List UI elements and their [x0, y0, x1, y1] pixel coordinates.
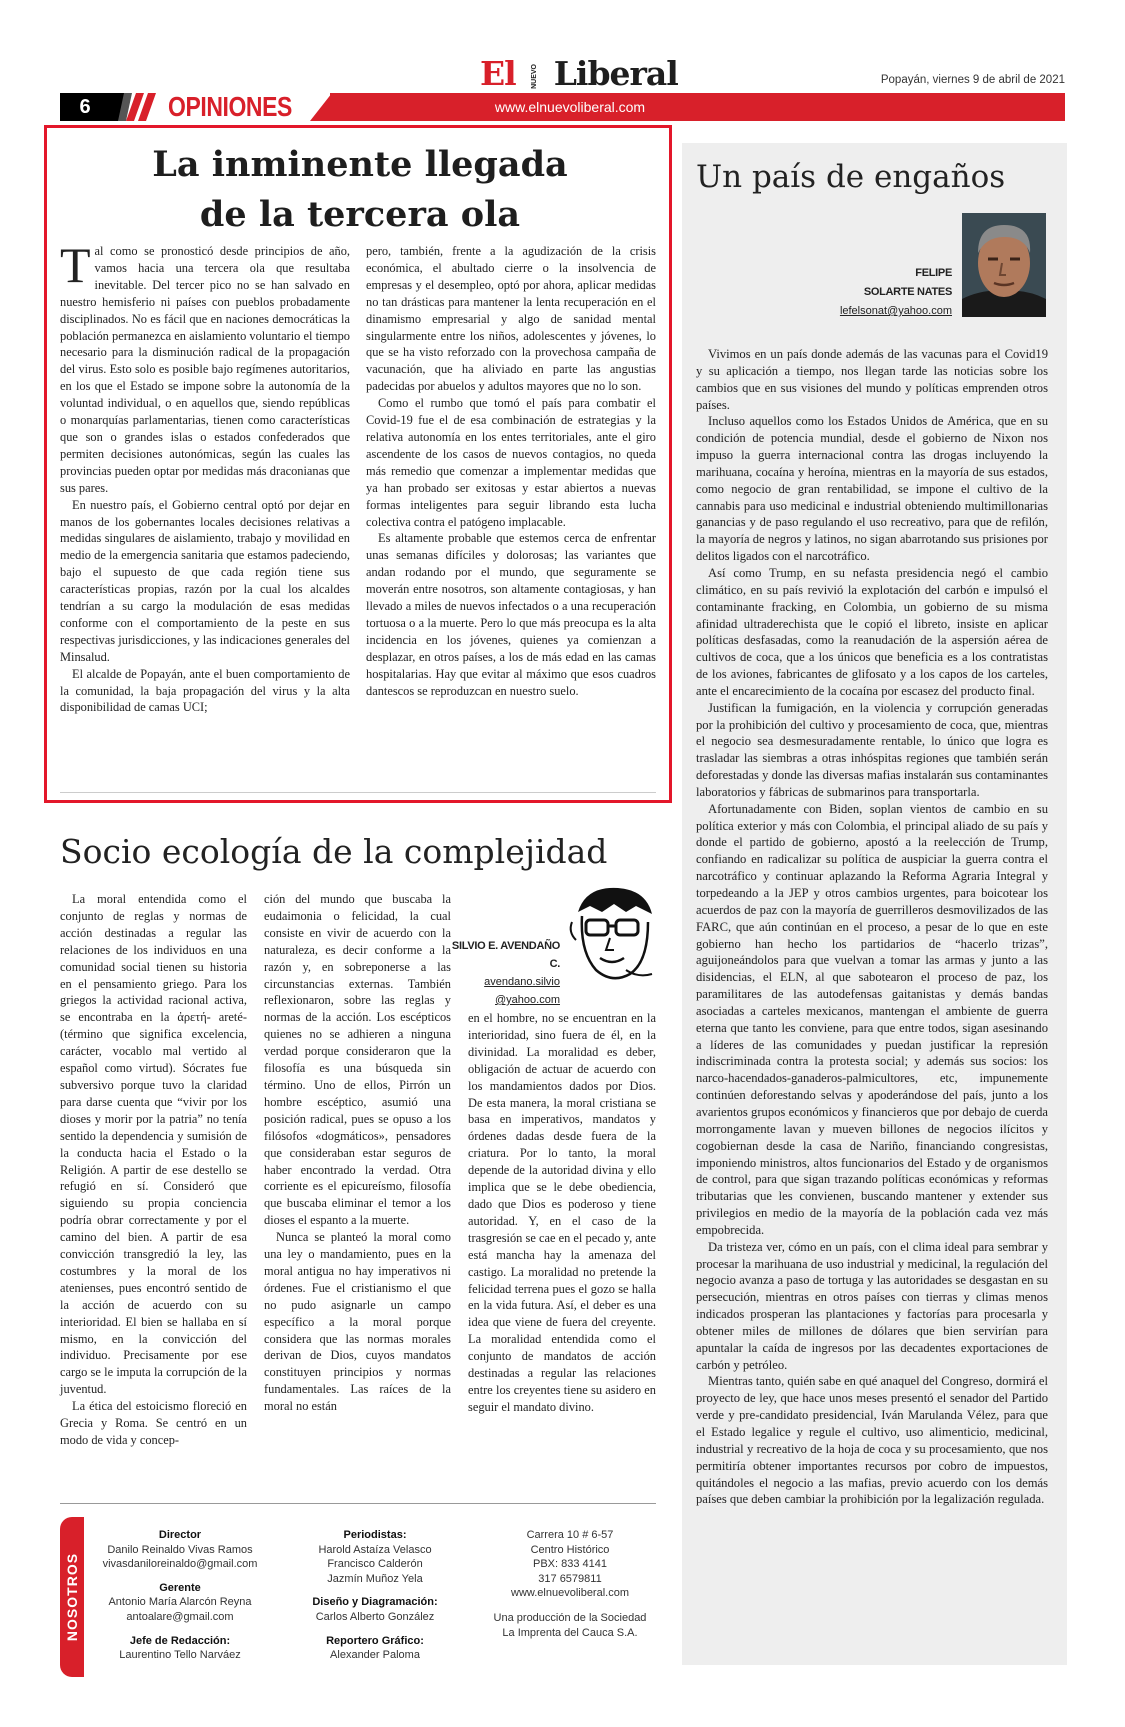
website-link[interactable]: www.elnuevoliberal.com — [494, 99, 646, 115]
staff-column-1 — [95, 1528, 265, 1663]
article-2-column-3 — [468, 1010, 656, 1416]
article-1-column-1 — [60, 237, 350, 716]
staff-name: Harold Astaíza Velasco — [318, 1543, 432, 1556]
staff-heading: Gerente — [159, 1581, 201, 1594]
author-photo — [962, 213, 1046, 317]
staff-name: Laurentino Tello Narváez — [119, 1649, 241, 1662]
article-2-byline — [440, 937, 560, 1009]
dateline: Popayán, viernes 9 de abril de 2021 — [880, 74, 1065, 86]
article-3-paragraph: Afortunadamente con Biden, soplan vientos de cambio en su política exterior y más con Colombia, el principal aliado de su país y donde el partido de gobierno, apostó a la reelección de Trump, confiando en radicalizar su política de auspiciar la guerra contra el narcotráfico y continuar aplazando la Reforma Agraria Integral y torpedeando a la JEP y otros cambios urgentes, para boicotear los acuerdos de paz con la mayoría de guerrilleros desmovilizados de las FARC, que aún continúan en el proceso, a pesar de lo que en este gobierno han hecho los partidarios de “hacerlo trizas”, aguijoneándolos para que vuelvan a tomar las armas y junto a las disidencias, el ELN, al que sabotearon el proceso de paz, los paramilitares de las autodefensas gaitanistas y demás bandas asociadas a carteles mexicanos, mantengan el ambiente de guerra eterna que tanto les conviene, para que entre todos, sigan asesinando a líderes de las comunidades y puedan justificar la represión indiscriminada contra la protesta social; y además sus socios: los narco-hacendados-ganaderos-palmicultores, etc, impunemente continúen deforestando selvas y apoderándose del país, junto a los avarientos grupos económicos y financieros que por debajo de cuerda morrongamente lavan y mueven billones de negocios ilícitos y cogobiernan desde la casa de Nariño, financiando congresistas, imponiendo ministros, altos funcionarios del Estado y de organismos de control, para que sigan trazando políticas económicas y reformas tributarias que les convienen, buscando mantener y extender sus privilegios en medio de la mayoría de la población cada vez más empobrecida. — [696, 801, 1048, 1237]
author-email[interactable]: lefelsonat@yahoo.com — [839, 305, 952, 317]
staff-heading: Director — [158, 1529, 202, 1541]
staff-name: Danilo Reinaldo Vivas Ramos — [107, 1543, 253, 1556]
staff-tab-label: NOSOTROS — [64, 1552, 80, 1642]
newspaper-logo: El NUEVO Liberal — [480, 54, 678, 93]
article-3-paragraph: Vivimos en un país donde además de las vacunas para el Covid19 y su aplicación a tiempo, nos llegan tarde las noticias sobre los cambios que en sus visiones del mundo y políticas emprenden otros países. — [696, 347, 1048, 412]
phone-mobile: 317 6579811 — [538, 1572, 602, 1585]
section-title: OPINIONES — [168, 91, 292, 122]
address-line: Centro Histórico — [530, 1543, 610, 1556]
staff-email[interactable]: antoalare@gmail.com — [126, 1610, 234, 1623]
author-last-name: SOLARTE NATES — [863, 286, 952, 298]
article-1-title-line-2: de la tercera ola — [199, 194, 521, 235]
phone-pbx: PBX: 833 4141 — [532, 1558, 607, 1571]
article-1-column-2 — [366, 243, 656, 699]
staff-column-3 — [490, 1528, 650, 1640]
divider — [60, 1503, 656, 1504]
article-2-column-2 — [264, 891, 451, 1415]
article-2-paragraph: La moral entendida como el conjunto de reglas y normas de acción destinadas a regular las relaciones de los individuos en una comunidad social tienen su historia en el pensamiento griego. Para los griegos la actividad racional activa, se encontraba en la ἀρετή- areté- (término que significa excelencia, carácter, vocablo mal vertido al español como virtud). Sócrates fue subversivo porque tuvo la claridad para darse cuenta que “vivir por los dioses y morir por la patria” no tenía sentido la dependencia y sumisión de la conducta hacia el Estado o la Religión. A partir de ese destello se refugió en sí. Consideró que siguiendo su propia conciencia podría obrar correctamente y por el camino del bien. A partir de esa convicción transgredió la ley, las costumbres y la moral de los atenienses, pues encontró sentido de la acción de acuerdo con su interioridad. El bien se hallaba en sí mismo, en la convicción del individuo. Precisamente por ese cargo se le imputa la corrupción de la juventud. — [60, 892, 247, 1397]
article-1-title-line-1: La inminente llegada — [152, 144, 568, 185]
article-1-paragraph: En nuestro país, el Gobierno central optó por dejar en manos de los gobernantes locales decisiones relativas a medidas singulares de aislamiento, trabajo y movilidad en medio de la emergencia sanitaria que estamos padeciendo, bajo el supuesto de que cada región tiene sus características propias, razón por la cual los alcaldes tendrían a su cargo la modulación de esas medidas conforme con el comportamiento de la peste en sus respectivas jurisdicciones, y las indicaciones generales del Minsalud. — [60, 497, 350, 664]
article-1-paragraph: pero, también, frente a la agudización de la crisis económica, el abultado cierre o la insolvencia de empresas y el desempleo, optó por ahora, aplicar medidas no tan drásticas para mantener la lenta recuperación en el dinamismo empresarial y algo de sanidad mental singularmente entre los niños, adolescentes y jóvenes, lo que se ha visto reforzado con la provechosa campaña de vacunación, que ha aliviado en parte las angustias padecidas por abuelos y adultos mayores que no lo son. — [366, 244, 656, 394]
staff-heading: Jefe de Redacción: — [129, 1634, 231, 1647]
article-2-paragraph: en el hombre, no se encuentran en la interioridad, sino fuera de él, en la divinidad. La moralidad es deber, obligación de actuar de acuerdo con los mandamientos dados por Dios. De esta manera, la moral cristiana se basa en imperativos, mandatos y órdenes dadas desde fuera de la criatura. Por lo tanto, la moral depende de la autoridad divina y ello implica que se le debe obediencia, dado que Dios es poderoso y tiene autoridad. Y, en el caso de la trasgresión se cae en el pecado y, ante está mancha hay la amenaza del castigo. La moralidad no pretende la felicidad terrena pues el gozo se halla en la vida futura. Así, el deber es una idea que viene de fuera del creyente. La moralidad entendida como el conjunto de mandatos de acción destinadas a regular las relaciones entre los creyentes tiene su asidero en seguir el mandato divino. — [468, 1011, 656, 1414]
production-credit: Una producción de la Sociedad — [493, 1611, 647, 1624]
author-first-name: FELIPE — [915, 267, 952, 279]
staff-heading: Reportero Gráfico: — [326, 1634, 424, 1647]
production-credit: La Imprenta del Cauca S.A. — [502, 1626, 638, 1639]
article-2-title: Socio ecología de la complejidad — [60, 832, 608, 871]
article-2-paragraph: ción del mundo que buscaba la eudaimonia o felicidad, la cual consiste en vivir de acuerdo con la naturaleza, es decir conforme a la razón y, en sobreponerse a las circunstancias externas. También reflexionaron, sobre las reglas y normas de la acción. Los escépticos quienes no se adhieren a ninguna verdad porque consideraron que la filosofía es una búsqueda sin término. Uno de ellos, Pirrón un hombre escéptico, asumió una posición radical, pues se opuso a los filósofos «dogmáticos», pensadores que consideraban estar seguros de haber encontrado la verdad. Otra corriente es el epicureísmo, filosofía que buscaba eliminar el temor a los dioses el espanto a la muerte. — [264, 892, 451, 1228]
staff-email[interactable]: vivasdaniloreinaldo@gmail.com — [102, 1558, 258, 1571]
section-bar-edge — [310, 93, 332, 121]
article-1-title — [80, 140, 640, 240]
article-3-title: Un país de engaños — [696, 159, 1006, 195]
page-number: 6 — [79, 96, 91, 118]
staff-name: Alexander Paloma — [330, 1649, 420, 1662]
staff-heading: Diseño y Diagramación: — [312, 1596, 438, 1609]
article-3-paragraph: Mientras tanto, quién sabe en qué anaquel del Congreso, dormirá el proyecto de ley, que hace unos meses presentó el senador del Partido verde y pre-candidato presidencial, Iván Marulanda Vélez, para que el Estado legalice y regule el cultivo, uso alimenticio, medicinal, industrial y recreativo de la hoja de coca y su procesamiento, que nos permitiría obtener importantes recursos por cobro de impuestos, quitándoles el negocio a las mafias, previo acuerdo con los demás países que deben cambiar la prohibición por la legalización regulada. — [696, 1374, 1048, 1507]
author-name: SILVIO E. AVENDAÑO C. — [451, 940, 560, 970]
article-2-column-1 — [60, 891, 247, 1449]
author-email[interactable]: avendano.silvio — [484, 976, 560, 988]
divider — [60, 792, 656, 793]
article-2-paragraph: La ética del estoicismo floreció en Grecia y Roma. Se centró en un modo de vida y concep- — [60, 1399, 247, 1447]
author-caricature — [566, 882, 658, 988]
staff-name: Francisco Calderón — [327, 1558, 423, 1571]
article-3-paragraph: Da tristeza ver, cómo en un país, con el clima ideal para sembrar y procesar la marihuana de uso industrial y medicinal, la regulación del negocio avanza a paso de tortuga y las autoridades se desgastan en su persecución, mientras en otros países con tierras y climas menos indicados prosperan las plantaciones y factorías para procesarla y obtener miles de millones de dólares que bien servirían para apuntalar la caída de ingresos por las decadentes exportaciones de carbón y petróleo. — [696, 1239, 1048, 1372]
article-1-paragraph: Tal como se pronosticó desde principios de año, vamos hacia una tercera ola que resultaba inevitable. Del tercer pico no se han salvado en nuestro hemisferio ni países con pueblos probadamente disciplinados. No es fácil que en naciones democráticas la población permanezca en aislamiento voluntario el tiempo necesario para la disminución radical de la propagación del virus. Esto solo es posible bajo regímenes autoritarios, en los que el Estado se impone sobre la autonomía de la voluntad individual, o en aquellos que, siendo repúblicas o monarquías parlamentarias, tienen como características que son o grandes islas o estados confederados que permiten decisiones autonómicas, según las cuales las provincias pueden optar por medidas más draconianas que sus pares. — [60, 237, 350, 495]
staff-name: Antonio María Alarcón Reyna — [108, 1596, 252, 1609]
website-link[interactable]: www.elnuevoliberal.com — [511, 1587, 629, 1600]
staff-column-2 — [290, 1528, 460, 1663]
article-3-paragraph: Así como Trump, en su nefasta presidencia negó el cambio climático, en su país revivió la explotación del carbón e impulsó el contaminante fracking, en Colombia, un gobierno de su misma afinidad ultraderechista que le copió el libreto, insiste en aplicar políticas desfasadas, como la reanudación de la aspersión aérea de cultivos de coca, que a los únicos que beneficia es a los contratistas de los aviones, fabricantes de glifosato y a los capos de los carteles, ante el encarecimiento de la cocaína por escasez del producto final. — [696, 565, 1048, 698]
staff-name: Jazmín Muñoz Yela — [327, 1572, 423, 1585]
article-1-paragraph: Como el rumbo que tomó el país para combatir el Covid-19 fue el de esa combinación de estrategias y la relativa autonomía en los entes territoriales, ante el giro ascendente de los casos de nuevos contagios, no queda más remedio que comenzar a implementar medidas que ya han probado ser exitosas y estar abiertos a nuevas formas inteligentes para seguir librando esta lucha colectiva contra el patógeno implacable. — [366, 396, 656, 529]
stripes-icon — [118, 93, 166, 121]
staff-heading: Periodistas: — [343, 1529, 407, 1541]
article-3-body — [696, 346, 1048, 1508]
article-1-paragraph: Es altamente probable que estemos cerca de enfrentar unas semanas difíciles y dolorosas; las variantes que andan rodando por el mundo, que seguramente se moverán entre nosotros, son altamente contagiosas, y han llevado a miles de nuevos infectados o a una recuperación tortuosa o a la muerte. Pero lo que más preocupa es la alta incidencia en los jóvenes, quienes ya comienzan a desplazar, en otros países, a los de más edad en las camas hospitalarias. Hay que evitar al máximo que esos cuadros dantescos se reproduzcan en nuestro suelo. — [366, 531, 656, 698]
article-1-paragraph: El alcalde de Popayán, ante el buen comportamiento de la comunidad, la baja propagación del virus y la alta disponibilidad de camas UCI; — [60, 666, 350, 715]
drop-cap: T — [60, 237, 91, 293]
article-3-paragraph: Justifican la fumigación, en la violencia y corrupción generadas por la prohibición del cultivo y procesamiento de coca, que, mientras el negocio sea desmesuradamente rentable, lo único que logra es trasladar las siembras a otras inhóspitas regiones que también serán deforestadas y donde las diversas mafias instalarán sus contaminantes laboratorios y fábricas de submarinos para transportarla. — [696, 700, 1048, 799]
address-line: Carrera 10 # 6-57 — [526, 1529, 614, 1541]
article-3-paragraph: Incluso aquellos como los Estados Unidos de América, que en su condición de potencia mundial, desde el gobierno de Nixon nos impuso la guerra internacional contra las drogas incluyendo la marihuana, cocaína y heroína, mientras en la mayoría de sus estados, como negocio de gran rentabilidad, se impone el cultivo de la cannabis para uso medicinal e industrial obteniendo multimillonarias ganancias y de paso regulando el uso recreativo, para que de refilón, la mayoría de negros y latinos, no sigan abarrotando sus prisiones por delitos ligados con el narcotráfico. — [696, 414, 1048, 564]
author-email-domain[interactable]: @yahoo.com — [495, 994, 560, 1006]
article-3-byline — [780, 264, 952, 321]
article-2-paragraph: Nunca se planteó la moral como una ley o mandamiento, pues en la moral antigua no hay imperativos ni órdenes. Fue el cristianismo el que no pudo asignarle un campo específico a la moral porque considera que las normas morales derivan de Dios, cuyos mandatos constituyen principios y normas fundamentales. Las raíces de la moral no están — [264, 1230, 451, 1414]
staff-name: Carlos Alberto González — [315, 1610, 435, 1623]
